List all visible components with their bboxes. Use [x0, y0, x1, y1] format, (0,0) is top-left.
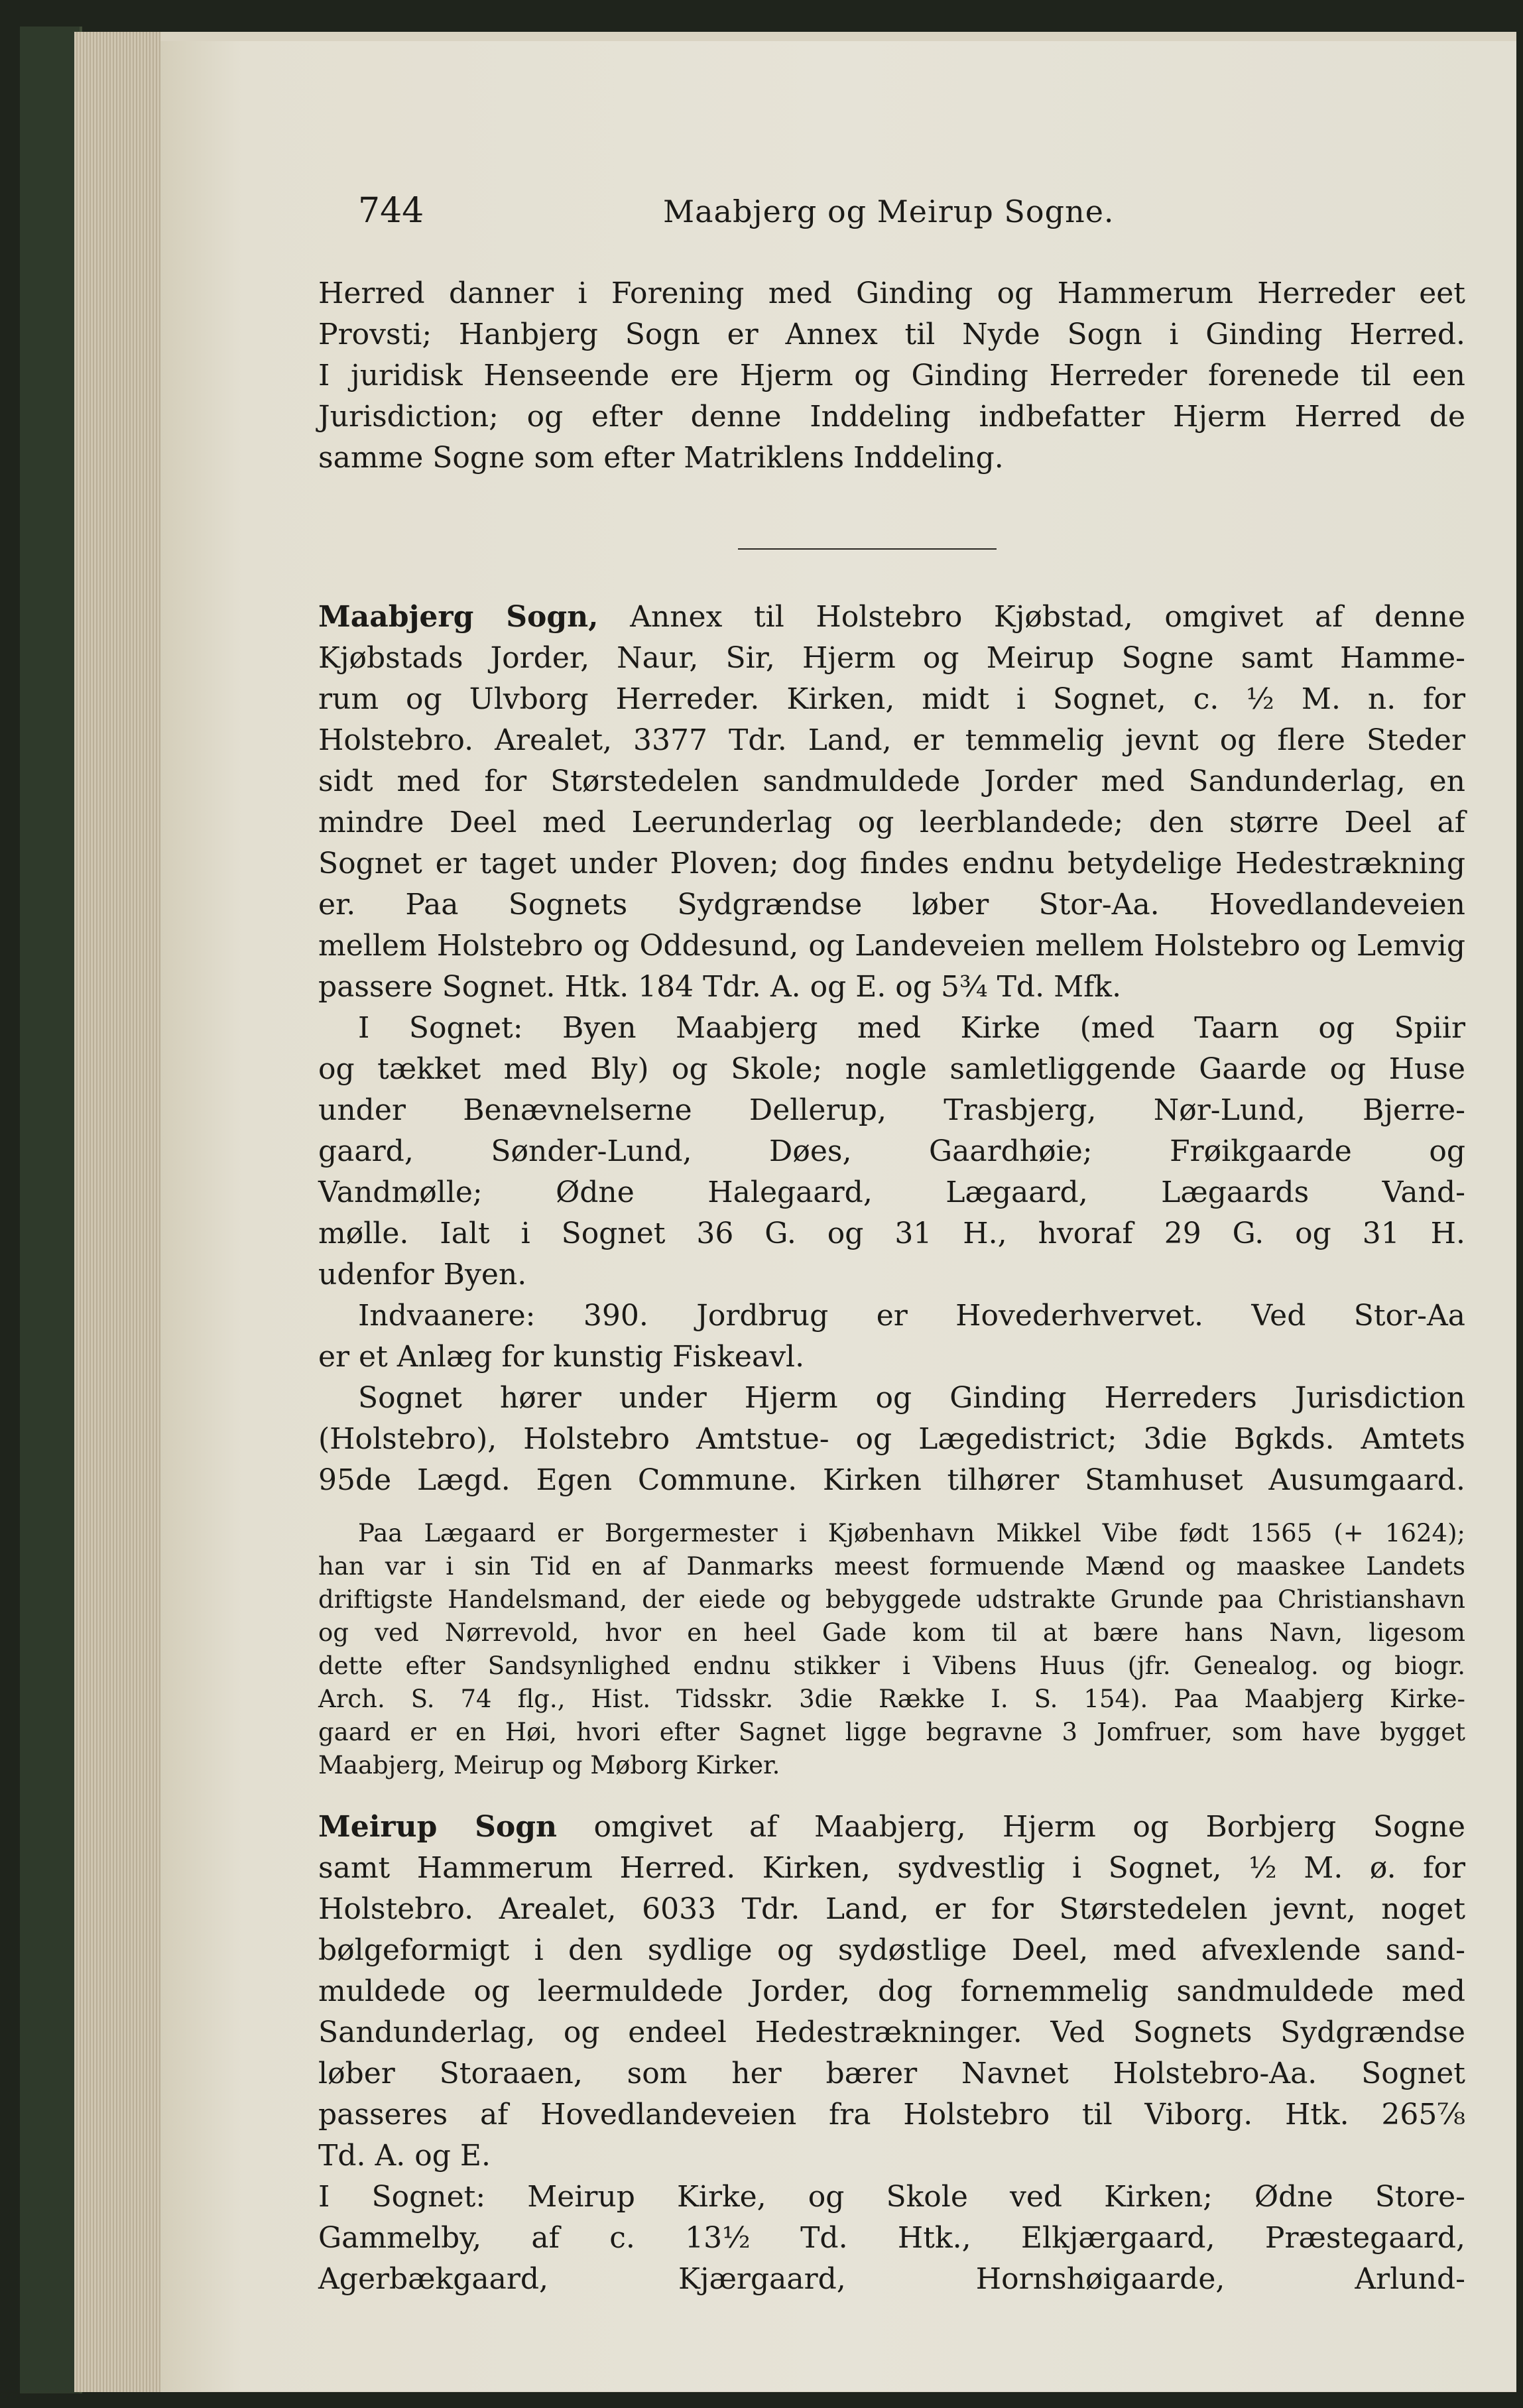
intro-line: Herred danner i Forening med Ginding og Hammerum Herreder eet: [318, 276, 1465, 310]
meirup-line: omgivet af Maabjerg, Hjerm og Borbjerg Sogne: [593, 1810, 1465, 1844]
footnote-line: Arch. S. 74 flg., Hist. Tidsskr. 3die Række I. S. 154). Paa Maabjerg Kirke-: [318, 1685, 1465, 1713]
maabjerg-line: Sognet er taget under Ploven; dog findes endnu betydelige Hedestrækning: [318, 847, 1465, 880]
maabjerg-line: 95de Lægd. Egen Commune. Kirken tilhører Stamhuset Ausumgaard.: [318, 1463, 1465, 1497]
page-edges: [74, 32, 160, 2392]
maabjerg-line: og tækket med Bly) og Skole; nogle samletliggende Gaarde og Huse: [318, 1052, 1465, 1086]
maabjerg-line: mindre Deel med Leerunderlag og leerblandede; den større Deel af: [318, 806, 1465, 839]
footnote-line: Paa Lægaard er Borgermester i Kjøbenhavn Mikkel Vibe født 1565 (+ 1624);: [358, 1519, 1465, 1547]
maabjerg-line: under Benævnelserne Dellerup, Trasbjerg, Nør-Lund, Bjerre-: [318, 1093, 1465, 1127]
meirup-first-line: [318, 1807, 1465, 1848]
maabjerg-line: mølle. Ialt i Sognet 36 G. og 31 H., hvoraf 29 G. og 31 H.: [318, 1217, 1465, 1250]
book-cover-edge: [20, 27, 82, 2393]
meirup-line: Gammelby, af c. 13½ Td. Htk., Elkjærgaard, Præstegaard,: [318, 2221, 1465, 2255]
meirup-line: Holstebro. Arealet, 6033 Tdr. Land, er for Størstedelen jevnt, noget: [318, 1892, 1465, 1926]
intro-line: I juridisk Henseende ere Hjerm og Ginding Herreder forenede til een: [318, 359, 1465, 392]
meirup-line: samt Hammerum Herred. Kirken, sydvestlig i Sognet, ½ M. ø. for: [318, 1851, 1465, 1885]
intro-line: samme Sogne som efter Matriklens Inddeling.: [318, 441, 1004, 475]
page-number: 744: [358, 191, 424, 231]
maabjerg-line: Annex til Holstebro Kjøbstad, omgivet af denne: [630, 600, 1465, 634]
meirup-line: bølgeformigt i den sydlige og sydøstlige Deel, med afvexlende sand-: [318, 1933, 1465, 1967]
meirup-line: Agerbækgaard, Kjærgaard, Hornshøigaarde, Arlund-: [318, 2262, 1465, 2296]
maabjerg-line: (Holstebro), Holstebro Amtstue- og Lægedistrict; 3die Bgkds. Amtets: [318, 1422, 1465, 1456]
maabjerg-line: mellem Holstebro og Oddesund, og Landeveien mellem Holstebro og Lemvig: [318, 929, 1465, 963]
meirup-line: muldede og leermuldede Jorder, dog fornemmelig sandmuldede med: [318, 1974, 1465, 2008]
footnote-line: driftigste Handelsmand, der eiede og bebyggede udstrakte Grunde paa Christianshavn: [318, 1585, 1465, 1614]
intro-line: Provsti; Hanbjerg Sogn er Annex til Nyde Sogn i Ginding Herred.: [318, 318, 1465, 351]
maabjerg-line: Holstebro. Arealet, 3377 Tdr. Land, er temmelig jevnt og flere Steder: [318, 723, 1465, 757]
maabjerg-line: er. Paa Sognets Sydgrændse løber Stor-Aa. Hovedlandeveien: [318, 888, 1465, 922]
footnote-line: Maabjerg, Meirup og Møborg Kirker.: [318, 1751, 780, 1779]
meirup-line: passeres af Hovedlandeveien fra Holstebro til Viborg. Htk. 265⅞: [318, 2098, 1465, 2132]
maabjerg-line: er et Anlæg for kunstig Fiskeavl.: [318, 1340, 805, 1374]
maabjerg-line: gaard, Sønder-Lund, Døes, Gaardhøie; Frøikgaarde og: [318, 1134, 1465, 1168]
section-divider: [738, 548, 997, 550]
maabjerg-line: Sognet hører under Hjerm og Ginding Herreders Jurisdiction: [358, 1381, 1465, 1415]
maabjerg-line: passere Sognet. Htk. 184 Tdr. A. og E. og 5¾ Td. Mfk.: [318, 970, 1122, 1004]
maabjerg-line: sidt med for Størstedelen sandmuldede Jorder med Sandunderlag, en: [318, 764, 1465, 798]
meirup-heading: Meirup Sogn: [318, 1810, 558, 1844]
meirup-line: Sandunderlag, og endeel Hedestrækninger. Ved Sognets Sydgrændse: [318, 2016, 1465, 2049]
meirup-line: Td. A. og E.: [318, 2139, 491, 2173]
maabjerg-heading: Maabjerg Sogn,: [318, 600, 599, 634]
maabjerg-line: udenfor Byen.: [318, 1258, 527, 1292]
footnote-line: og ved Nørrevold, hvor en heel Gade kom til at bære hans Navn, ligesom: [318, 1618, 1465, 1647]
maabjerg-line: Indvaanere: 390. Jordbrug er Hovederhvervet. Ved Stor-Aa: [358, 1299, 1465, 1333]
meirup-line: I Sognet: Meirup Kirke, og Skole ved Kirken; Ødne Store-: [318, 2180, 1465, 2214]
intro-line: Jurisdiction; og efter denne Inddeling indbefatter Hjerm Herred de: [318, 400, 1465, 434]
maabjerg-first-line: [318, 597, 1465, 638]
footnote-line: gaard er en Høi, hvori efter Sagnet ligge begravne 3 Jomfruer, som have bygget: [318, 1718, 1465, 1746]
page-header: [318, 191, 1465, 231]
maabjerg-line: Kjøbstads Jorder, Naur, Sir, Hjerm og Meirup Sogne samt Hamme-: [318, 641, 1465, 675]
maabjerg-line: rum og Ulvborg Herreder. Kirken, midt i Sognet, c. ½ M. n. for: [318, 682, 1465, 716]
footnote-line: dette efter Sandsynlighed endnu stikker i Vibens Huus (jfr. Genealog. og biogr.: [318, 1652, 1465, 1680]
footnote-line: han var i sin Tid en af Danmarks meest formuende Mænd og maaskee Landets: [318, 1552, 1465, 1581]
maabjerg-line: I Sognet: Byen Maabjerg med Kirke (med Taarn og Spiir: [358, 1011, 1465, 1045]
running-head: Maabjerg og Meirup Sogne.: [663, 194, 1115, 229]
maabjerg-line: Vandmølle; Ødne Halegaard, Lægaard, Lægaards Vand-: [318, 1175, 1465, 1209]
meirup-line: løber Storaaen, som her bærer Navnet Holstebro-Aa. Sognet: [318, 2057, 1465, 2090]
